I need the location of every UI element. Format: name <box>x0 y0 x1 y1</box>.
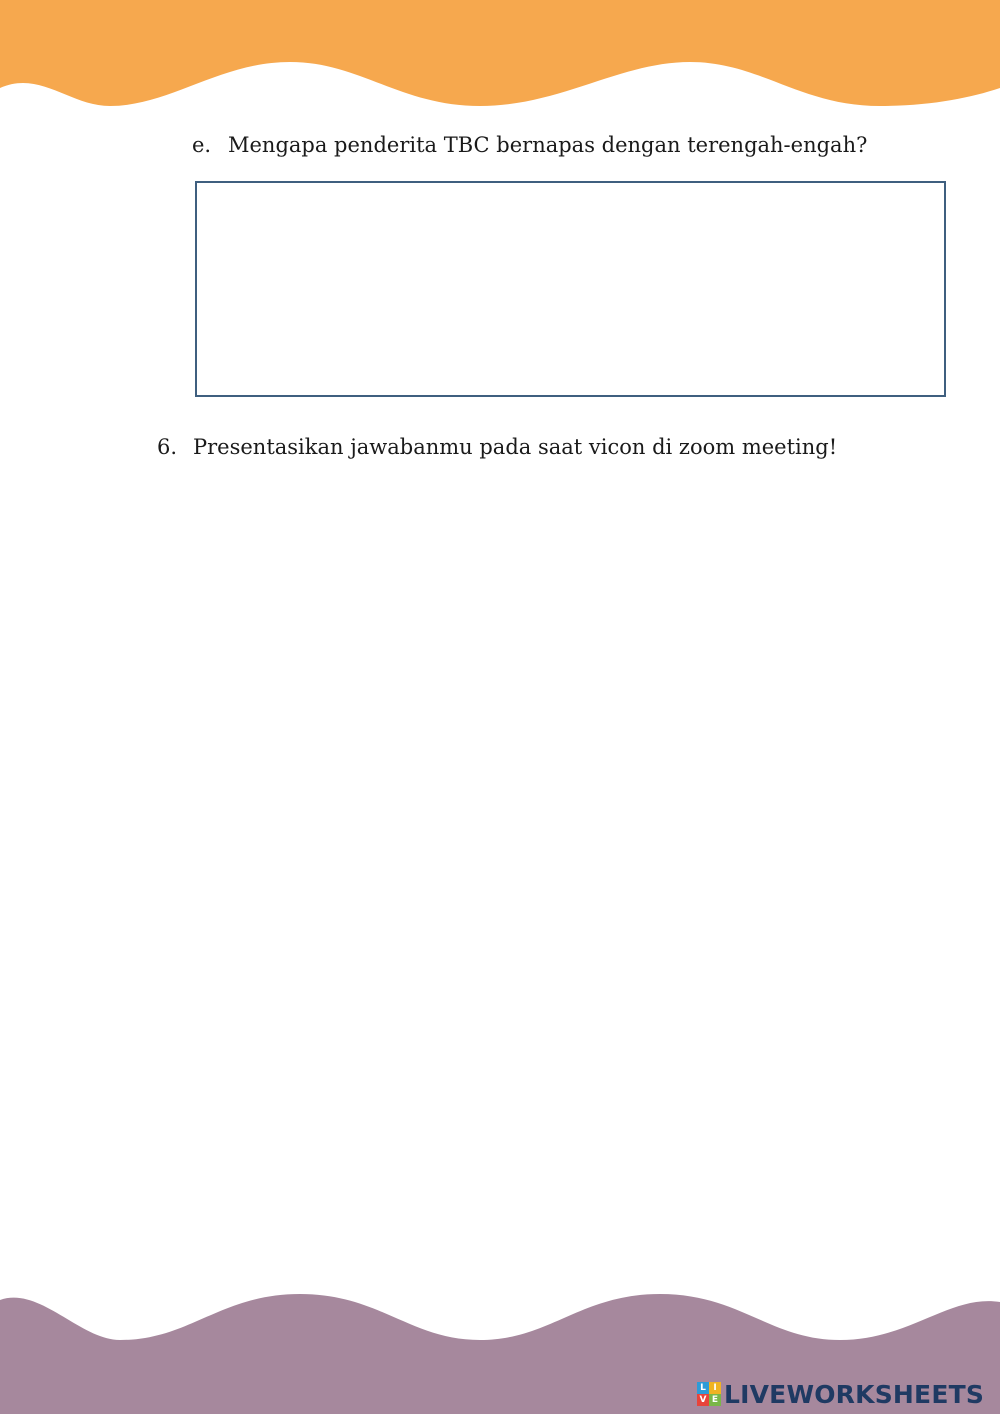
answer-box[interactable] <box>195 181 946 397</box>
logo-tile-v: V <box>697 1394 709 1406</box>
question-6-text: Presentasikan jawabanmu pada saat vicon di zoom meeting! <box>193 435 838 459</box>
logo-tile-i: I <box>709 1382 721 1394</box>
question-e-marker: e. <box>192 133 212 157</box>
liveworksheets-logo <box>697 1378 984 1410</box>
logo-tile-l: L <box>697 1382 709 1394</box>
question-6 <box>157 433 837 461</box>
liveworksheets-logo-icon <box>697 1382 721 1406</box>
question-6-marker: 6. <box>157 435 178 459</box>
logo-tile-e: E <box>709 1394 721 1406</box>
top-wave-decoration <box>0 0 1000 110</box>
question-e-text: Mengapa penderita TBC bernapas dengan terengah-engah? <box>228 133 868 157</box>
question-e <box>192 131 867 159</box>
liveworksheets-logo-text: LIVEWORKSHEETS <box>724 1379 985 1409</box>
